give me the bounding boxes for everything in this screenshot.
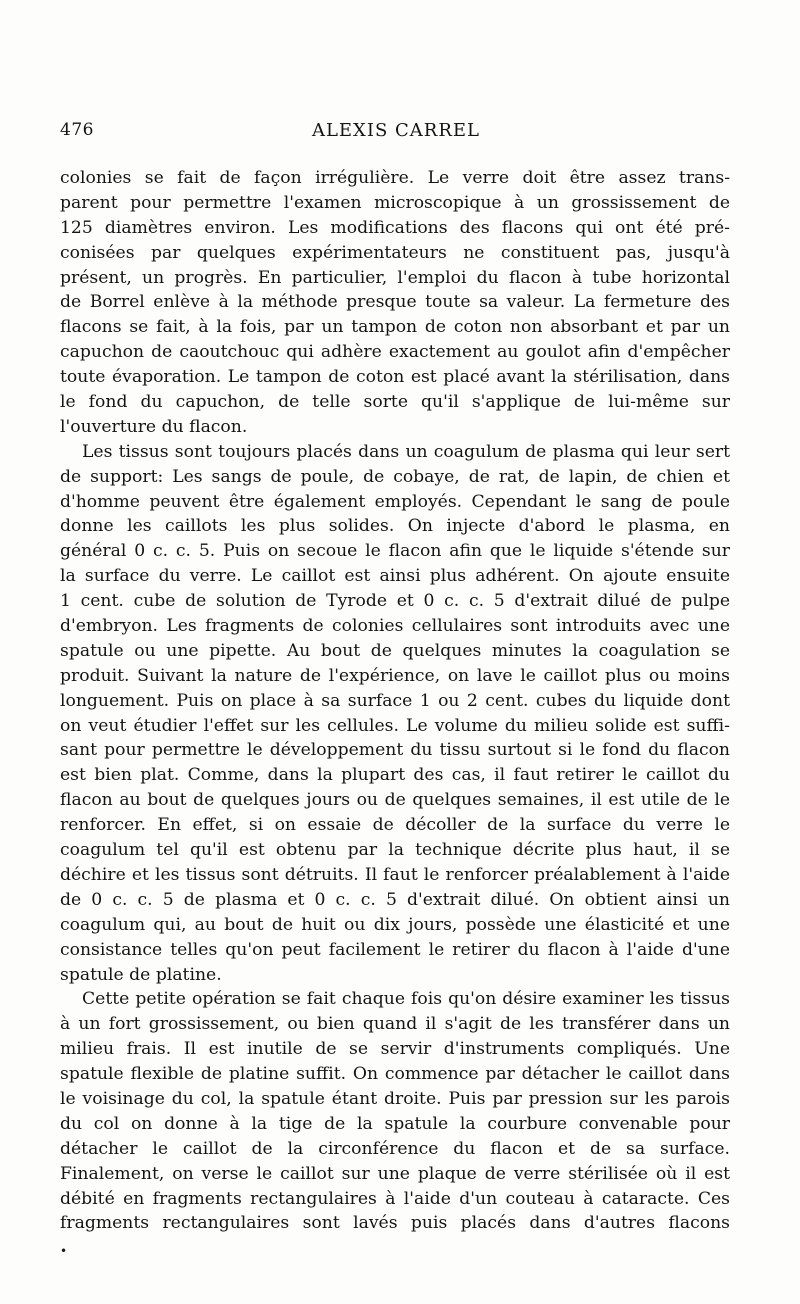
text-line: le fond du capuchon, de telle sorte qu'il s'applique de lui-même sur — [60, 392, 730, 413]
body-text — [60, 166, 730, 1236]
text-line: flacons se fait, à la fois, par un tampon de coton non absorbant et par un — [60, 317, 730, 338]
paragraph — [60, 166, 730, 440]
text-line: est bien plat. Comme, dans la plupart des cas, il faut retirer le caillot du — [60, 765, 730, 786]
text-line: spatule ou une pipette. Au bout de quelques minutes la coagulation se — [60, 640, 730, 661]
text-line: 1 cent. cube de solution de Tyrode et 0 c. c. 5 d'extrait dilué de pulpe — [60, 591, 730, 612]
text-line: spatule de platine. — [60, 964, 222, 985]
text-line: du col on donne à la tige de la spatule la courbure convenable pour — [60, 1113, 730, 1134]
text-line: déchire et les tissus sont détruits. Il faut le renforcer préalablement à l'aide — [60, 864, 730, 885]
text-line: 125 diamètres environ. Les modifications des flacons qui ont été pré- — [60, 217, 730, 238]
text-line: la surface du verre. Le caillot est ainsi plus adhérent. On ajoute ensuite — [60, 566, 730, 587]
stray-mark: • — [60, 1244, 68, 1258]
text-line: fragments rectangulaires sont lavés puis placés dans d'autres flacons — [60, 1213, 730, 1234]
text-line: l'ouverture du flacon. — [60, 416, 248, 437]
text-line: flacon au bout de quelques jours ou de quelques semaines, il est utile de le — [60, 790, 730, 811]
running-head — [60, 120, 732, 144]
paragraph — [60, 987, 730, 1236]
text-line: de support: Les sangs de poule, de cobaye, de rat, de lapin, de chien et — [60, 466, 730, 487]
text-line: on veut étudier l'effet sur les cellules. Le volume du milieu solide est suffi- — [60, 715, 730, 736]
text-line: renforcer. En effet, si on essaie de décoller de la surface du verre le — [60, 815, 730, 836]
text-line: spatule flexible de platine suffit. On commence par détacher le caillot dans — [60, 1064, 730, 1085]
text-line: toute évaporation. Le tampon de coton est placé avant la stérilisation, dans — [60, 367, 730, 388]
text-line: à un fort grossissement, ou bien quand il s'agit de les transférer dans un — [60, 1014, 730, 1035]
paragraph — [60, 440, 730, 988]
page-number: 476 — [60, 120, 94, 140]
text-line: donne les caillots les plus solides. On injecte d'abord le plasma, en — [60, 516, 730, 537]
text-line: sant pour permettre le développement du tissu surtout si le fond du flacon — [60, 740, 730, 761]
text-line: consistance telles qu'on peut facilement le retirer du flacon à l'aide d'une — [60, 939, 730, 960]
text-line: de Borrel enlève à la méthode presque toute sa valeur. La fermeture des — [60, 292, 730, 313]
text-line: d'embryon. Les fragments de colonies cellulaires sont introduits avec une — [60, 616, 730, 637]
text-line: coagulum qui, au bout de huit ou dix jours, possède une élasticité et une — [60, 914, 730, 935]
text-line: Finalement, on verse le caillot sur une plaque de verre stérilisée où il est — [60, 1163, 730, 1184]
text-line: capuchon de caoutchouc qui adhère exactement au goulot afin d'empêcher — [60, 342, 730, 363]
text-line: Cette petite opération se fait chaque fois qu'on désire examiner les tissus — [82, 989, 730, 1010]
text-line: parent pour permettre l'examen microscopique à un grossissement de — [60, 192, 730, 213]
text-line: général 0 c. c. 5. Puis on secoue le flacon afin que le liquide s'étende sur — [60, 541, 730, 562]
running-title: ALEXIS CARREL — [311, 120, 481, 141]
text-line: le voisinage du col, la spatule étant droite. Puis par pression sur les parois — [60, 1088, 730, 1109]
text-line: détacher le caillot de la circonférence du flacon et de sa surface. — [60, 1138, 730, 1159]
text-line: colonies se fait de façon irrégulière. Le verre doit être assez trans- — [60, 168, 730, 188]
text-line: conisées par quelques expérimentateurs ne constituent pas, jusqu'à — [60, 242, 730, 263]
text-line: Les tissus sont toujours placés dans un coagulum de plasma qui leur sert — [82, 441, 730, 462]
text-line: présent, un progrès. En particulier, l'emploi du flacon à tube horizontal — [60, 267, 730, 288]
text-line: longuement. Puis on place à sa surface 1 ou 2 cent. cubes du liquide dont — [60, 690, 730, 711]
text-line: coagulum tel qu'il est obtenu par la technique décrite plus haut, il se — [60, 840, 730, 861]
text-line: débité en fragments rectangulaires à l'aide d'un couteau à cataracte. Ces — [60, 1188, 730, 1209]
text-line: d'homme peuvent être également employés. Cependant le sang de poule — [60, 491, 730, 512]
text-line: milieu frais. Il est inutile de se servir d'instruments compliqués. Une — [60, 1039, 730, 1060]
text-line: de 0 c. c. 5 de plasma et 0 c. c. 5 d'extrait dilué. On obtient ainsi un — [60, 889, 730, 910]
text-line: produit. Suivant la nature de l'expérience, on lave le caillot plus ou moins — [60, 665, 730, 686]
